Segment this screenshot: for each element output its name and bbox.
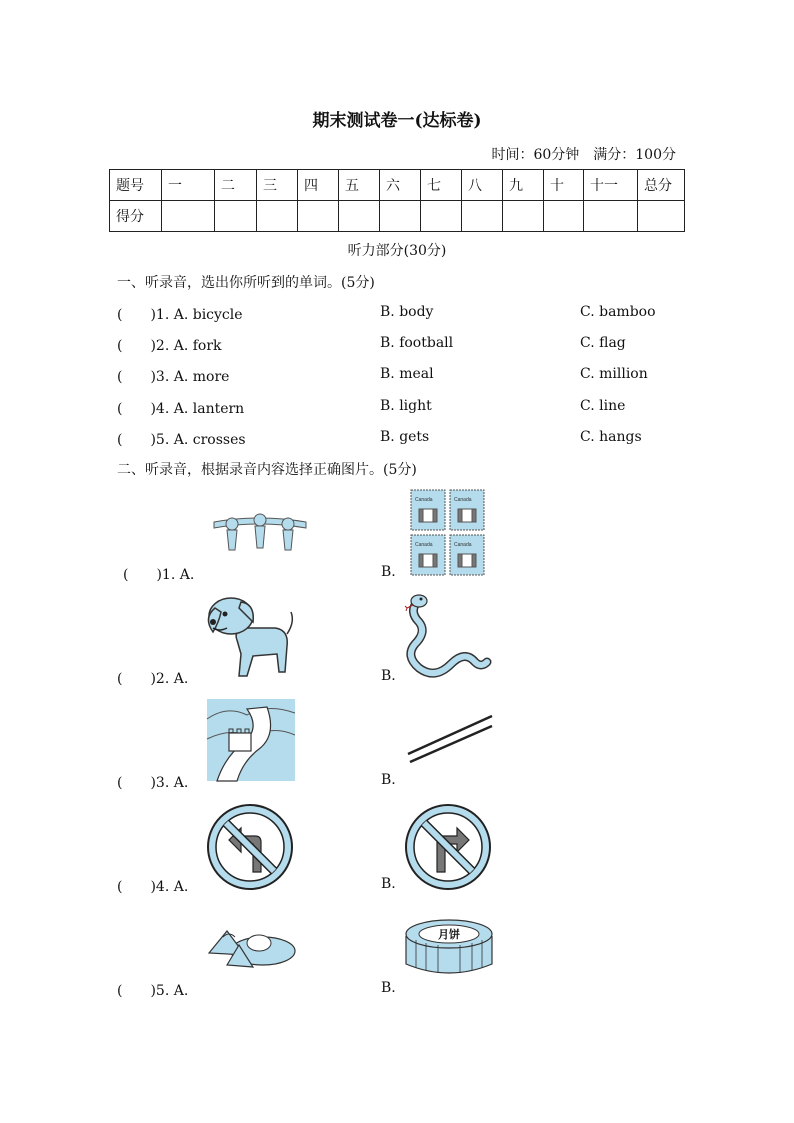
score-cell[interactable]: [503, 201, 544, 232]
score-cell[interactable]: [462, 201, 503, 232]
table-cell: 一: [162, 170, 215, 201]
option-c[interactable]: C. million: [580, 366, 648, 382]
score-cell[interactable]: [421, 201, 462, 232]
score-table: [109, 169, 685, 232]
table-cell: 题号: [110, 170, 162, 201]
option-b-label[interactable]: B.: [381, 980, 396, 996]
svg-text:月饼: 月饼: [438, 928, 460, 941]
chinese-knot-icon[interactable]: [210, 510, 310, 555]
option-b-label[interactable]: B.: [381, 564, 396, 580]
option-b[interactable]: B. meal: [380, 366, 434, 382]
listening-header: 听力部分(30分): [347, 243, 447, 259]
option-c[interactable]: C. flag: [580, 335, 626, 351]
score-cell[interactable]: [339, 201, 380, 232]
table-cell: 九: [503, 170, 544, 201]
score-cell[interactable]: [298, 201, 339, 232]
snake-icon[interactable]: [405, 592, 490, 684]
score-cell[interactable]: [257, 201, 298, 232]
svg-text:Canada: Canada: [454, 542, 472, 548]
option-b-label[interactable]: B.: [381, 876, 396, 892]
option-c[interactable]: C. bamboo: [580, 304, 656, 320]
option-c[interactable]: C. hangs: [580, 429, 642, 445]
picture-question-label: ( )3. A.: [117, 775, 189, 791]
table-cell: 总分: [638, 170, 685, 201]
picture-question-label: ( )2. A.: [117, 671, 189, 687]
table-cell: 十一: [584, 170, 638, 201]
question-number: ( )5. A. crosses: [117, 432, 246, 448]
score-cell[interactable]: [638, 201, 685, 232]
option-b[interactable]: B. football: [380, 335, 454, 351]
svg-text:Canada: Canada: [454, 497, 472, 503]
page-title: 期末测试卷一(达标卷): [312, 111, 482, 131]
question-row: [117, 366, 677, 386]
section1-heading: 一、听录音，选出你所听到的单词。(5分): [117, 275, 375, 291]
score-cell[interactable]: [162, 201, 215, 232]
score-cell[interactable]: [215, 201, 257, 232]
table-cell: 十: [544, 170, 584, 201]
picture-question-label: ( )4. A.: [117, 879, 189, 895]
great-wall-icon[interactable]: [207, 699, 295, 781]
option-b[interactable]: B. body: [380, 304, 434, 320]
table-cell: 得分: [110, 201, 162, 232]
option-b-label[interactable]: B.: [381, 668, 396, 684]
option-b[interactable]: B. light: [380, 398, 432, 414]
picture-question-label: ( )5. A.: [117, 983, 189, 999]
question-row: [117, 398, 677, 418]
table-cell: 六: [380, 170, 421, 201]
table-row: [110, 201, 685, 232]
canada-stamps-icon[interactable]: [410, 489, 486, 577]
no-right-turn-icon[interactable]: [403, 802, 493, 892]
question-number: ( )4. A. lantern: [117, 401, 245, 417]
no-left-turn-icon[interactable]: [205, 802, 295, 892]
svg-text:Canada: Canada: [415, 542, 433, 548]
option-b-label[interactable]: B.: [381, 772, 396, 788]
question-row: [117, 429, 677, 449]
table-cell: 四: [298, 170, 339, 201]
option-b[interactable]: B. gets: [380, 429, 430, 445]
exam-meta: 时间：60分钟 满分：100分: [491, 147, 676, 163]
dog-icon[interactable]: [203, 592, 298, 684]
question-number: ( )3. A. more: [117, 369, 230, 385]
picture-question-label: ( )1. A.: [123, 567, 195, 583]
table-cell: 二: [215, 170, 257, 201]
table-row: [110, 170, 685, 201]
chopsticks-icon[interactable]: [406, 714, 494, 764]
score-cell[interactable]: [584, 201, 638, 232]
question-number: ( )1. A. bicycle: [117, 307, 243, 323]
table-cell: 三: [257, 170, 298, 201]
question-row: [117, 304, 677, 324]
option-c[interactable]: C. line: [580, 398, 626, 414]
table-cell: 五: [339, 170, 380, 201]
table-cell: 八: [462, 170, 503, 201]
question-row: [117, 335, 677, 355]
question-number: ( )2. A. fork: [117, 338, 222, 354]
section2-heading: 二、听录音，根据录音内容选择正确图片。(5分): [117, 462, 417, 478]
table-cell: 七: [421, 170, 462, 201]
mooncake-icon[interactable]: [402, 916, 496, 978]
score-cell[interactable]: [544, 201, 584, 232]
svg-text:Canada: Canada: [415, 497, 433, 503]
zongzi-icon[interactable]: [205, 921, 297, 973]
score-cell[interactable]: [380, 201, 421, 232]
